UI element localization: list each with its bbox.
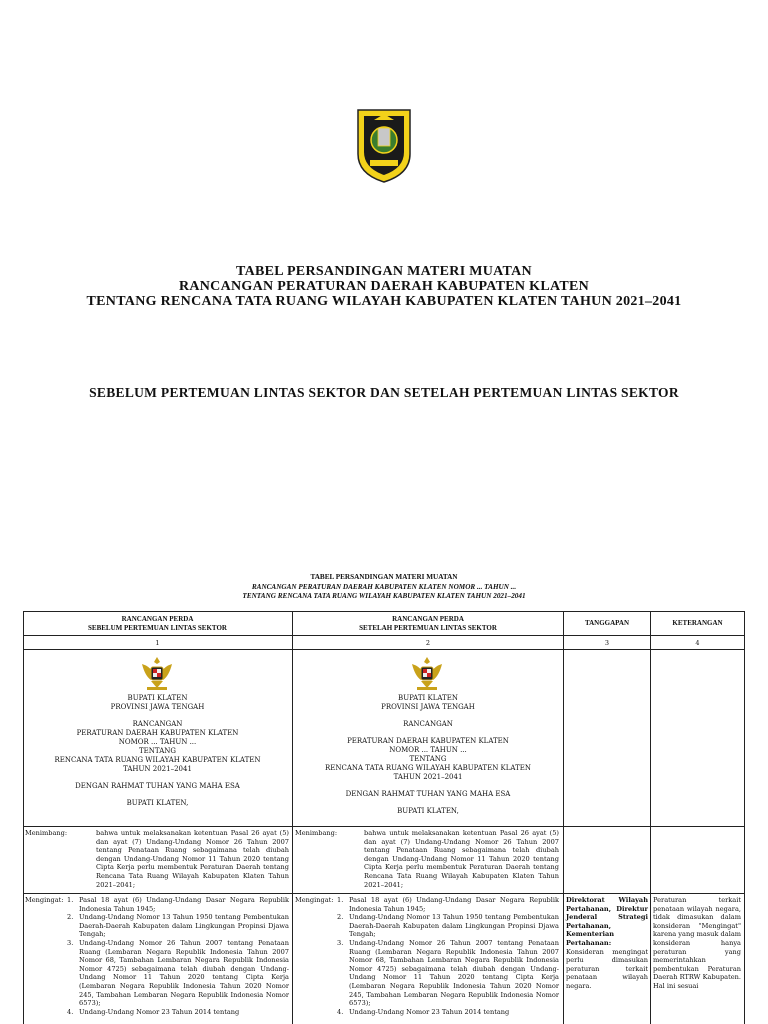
cover-title: [0, 264, 768, 309]
list-number: 3.: [337, 938, 344, 947]
table-caption-line-3: TENTANG RENCANA TATA RUANG WILAYAH KABUPATEN KLATEN TAHUN 2021–2041: [242, 592, 526, 600]
mengingat-list-col2: [337, 896, 559, 1016]
garuda-emblem-icon: [139, 654, 175, 692]
mengingat-item: Pasal 18 ayat (6) Undang-Undang Dasar Negara Republik Indonesia Tahun 1945;: [349, 896, 559, 913]
list-number: 4.: [337, 1007, 344, 1016]
menimbang-label: Menimbang:: [295, 829, 338, 837]
header-col-4: KETERANGAN: [672, 619, 723, 627]
col2-heading-line: TAHUN 2021–2041: [393, 773, 463, 781]
mengingat-item: Undang-Undang Nomor 23 Tahun 2014 tentang: [349, 1007, 510, 1016]
tanggapan-source: Direktorat Wilayah Pertahanan, Direktur Jenderal Strategi Pertahanan, Kementerian Pertahanan:: [566, 896, 648, 947]
garuda-emblem-icon: [409, 654, 445, 692]
col1-heading-line: BUPATI KLATEN: [127, 694, 188, 702]
col2-regulation-heading: [293, 694, 563, 816]
cover-title-line-2: RANCANGAN PERATURAN DAERAH KABUPATEN KLATEN: [178, 279, 590, 294]
menimbang-text-col2: bahwa untuk melaksanakan ketentuan Pasal 26 ayat (5) dan ayat (7) Undang-Undang Nomor 26 Tahun 2007 tentang Penataan Ruang sebagaimana telah diubah dengan Undang-Undang Nomor 11 Tahun 2020 tentang Cipta Kerja perlu membentuk Peraturan Daerah tentang Rencana Tata Ruang Wilayah Kabupaten Klaten Tahun 2021–2041;: [364, 829, 559, 889]
list-number: 2.: [67, 913, 74, 922]
col2-heading-line: PROVINSI JAWA TENGAH: [381, 703, 475, 711]
table-col-divider: [292, 611, 293, 1024]
header-col-2-line-2: SETELAH PERTEMUAN LINTAS SEKTOR: [359, 624, 497, 632]
table-row-divider: [23, 635, 745, 636]
col2-heading-line: TENTANG: [409, 755, 447, 763]
col1-heading-line: RENCANA TATA RUANG WILAYAH KABUPATEN KLATEN: [54, 756, 261, 764]
mengingat-item: Undang-Undang Nomor 13 Tahun 1950 tentang Pembentukan Daerah-Daerah Kabupaten dalam Lingkungan Propinsi Djawa Tengah;: [79, 913, 289, 939]
mengingat-label: Mengingat:: [25, 896, 64, 904]
header-col-1-line-2: SEBELUM PERTEMUAN LINTAS SEKTOR: [88, 624, 227, 632]
mengingat-item: Pasal 18 ayat (6) Undang-Undang Dasar Negara Republik Indonesia Tahun 1945;: [79, 896, 289, 913]
cover-title-line-3: TENTANG RENCANA TATA RUANG WILAYAH KABUPATEN KLATEN TAHUN 2021–2041: [86, 294, 682, 309]
mengingat-item: Undang-Undang Nomor 23 Tahun 2014 tentang: [79, 1007, 240, 1016]
col2-heading-line: PERATURAN DAERAH KABUPATEN KLATEN: [347, 737, 509, 745]
list-number: 2.: [337, 913, 344, 922]
col1-heading-line: BUPATI KLATEN,: [126, 799, 189, 807]
col1-heading-line: TAHUN 2021–2041: [123, 765, 192, 773]
header-col-2: [293, 615, 563, 633]
list-number: 4.: [67, 1007, 74, 1016]
cover-subtitle: SEBELUM PERTEMUAN LINTAS SEKTOR DAN SETELAH PERTEMUAN LINTAS SEKTOR: [89, 385, 679, 400]
column-number-2: 2: [425, 639, 431, 647]
table-col-divider: [650, 611, 651, 1024]
table-row-divider: [23, 826, 745, 827]
column-number-1: 1: [155, 639, 160, 647]
table-caption-line-1: TABEL PERSANDINGAN MATERI MUATAN: [310, 573, 458, 581]
keterangan-cell: Peraturan terkait penataan wilayah negara, tidak dimasukan dalam konsideran "Mengingat" karena yang masuk dalam konsideran hanya peraturan yang memerintahkan pembentukan Peraturan Daerah RTRW Kabupaten. Hal ini sesuai: [653, 896, 741, 990]
column-number-3: 3: [604, 639, 610, 647]
list-number: 1.: [67, 896, 74, 904]
tanggapan-cell: [566, 896, 648, 991]
header-col-1-line-1: RANCANGAN PERDA: [121, 615, 194, 623]
col1-heading-line: PROVINSI JAWA TENGAH: [110, 703, 205, 711]
table-border-left: [23, 611, 24, 1024]
menimbang-label: Menimbang:: [25, 829, 68, 837]
col1-heading-line: TENTANG: [139, 747, 176, 755]
klaten-coat-of-arms-logo: [356, 108, 412, 184]
mengingat-item: Undang-Undang Nomor 13 Tahun 1950 tentang Pembentukan Daerah-Daerah Kabupaten dalam Lingkungan Propinsi Djawa Tengah;: [349, 913, 559, 939]
table-row-divider: [23, 893, 745, 894]
list-number: 3.: [67, 938, 74, 947]
col2-heading-line: NOMOR ... TAHUN ...: [389, 746, 467, 754]
tanggapan-text: Konsideran mengingat perlu dimasukan peraturan terkait penataan wilayah negara.: [566, 947, 648, 990]
cover-title-line-1: TABEL PERSANDINGAN MATERI MUATAN: [236, 264, 532, 279]
table-row-divider: [23, 649, 745, 650]
list-number: 1.: [337, 896, 344, 904]
table-caption: [0, 573, 768, 602]
column-number-4: 4: [695, 639, 700, 647]
mengingat-label: Mengingat:: [295, 896, 334, 904]
header-col-2-line-1: RANCANGAN PERDA: [392, 615, 464, 623]
mengingat-item: Undang-Undang Nomor 26 Tahun 2007 tentang Penataan Ruang (Lembaran Negara Republik Indonesia Tahun 2007 Nomor 68, Tambahan Lembaran Negara Republik Indonesia Nomor 4725) sebagaimana telah diubah dengan Undang-Undang Nomor 11 Tahun 2020 tentang Cipta Kerja (Lembaran Negara Republik Indonesia Tahun 2020 Nomor 245, Tambahan Lembaran Negara Republik Indonesia Nomor 6573);: [79, 938, 289, 1008]
mengingat-item: Undang-Undang Nomor 26 Tahun 2007 tentang Penataan Ruang (Lembaran Negara Republik Indonesia Tahun 2007 Nomor 68, Tambahan Lembaran Negara Republik Indonesia Nomor 4725) sebagaimana telah diubah dengan Undang-Undang Nomor 11 Tahun 2020 tentang Cipta Kerja (Lembaran Negara Republik Indonesia Tahun 2020 Nomor 245, Tambahan Lembaran Negara Republik Indonesia Nomor 6573);: [349, 938, 559, 1008]
col2-heading-line: DENGAN RAHMAT TUHAN YANG MAHA ESA: [345, 790, 511, 798]
col2-heading-line: BUPATI KLATEN: [398, 694, 458, 702]
col2-heading-line: BUPATI KLATEN,: [397, 807, 459, 815]
col2-heading-line: RENCANA TATA RUANG WILAYAH KABUPATEN KLATEN: [324, 764, 531, 772]
col1-heading-line: NOMOR ... TAHUN ...: [118, 738, 197, 746]
table-col-divider: [563, 611, 564, 1024]
header-col-1: [23, 615, 292, 633]
col1-heading-line: DENGAN RAHMAT TUHAN YANG MAHA ESA: [75, 782, 240, 790]
menimbang-text-col1: bahwa untuk melaksanakan ketentuan Pasal 26 ayat (5) dan ayat (7) Undang-Undang Nomor 26 Tahun 2007 tentang Penataan Ruang sebagaimana telah diubah dengan Undang-Undang Nomor 11 Tahun 2020 tentang Cipta Kerja perlu membentuk Peraturan Daerah tentang Rencana Tata Ruang Wilayah Kabupaten Klaten Tahun 2021–2041;: [96, 829, 289, 889]
col2-heading-line: RANCANGAN: [403, 720, 453, 728]
col1-regulation-heading: [23, 694, 292, 808]
mengingat-list-col1: [67, 896, 289, 1016]
col1-heading-line: PERATURAN DAERAH KABUPATEN KLATEN: [76, 729, 239, 737]
table-border-top: [23, 611, 745, 612]
table-border-right: [744, 611, 745, 1024]
table-caption-line-2: RANCANGAN PERATURAN DAERAH KABUPATEN KLATEN NOMOR ... TAHUN ...: [251, 582, 517, 591]
col1-heading-line: RANCANGAN: [132, 720, 183, 728]
header-col-3: TANGGAPAN: [584, 619, 630, 627]
